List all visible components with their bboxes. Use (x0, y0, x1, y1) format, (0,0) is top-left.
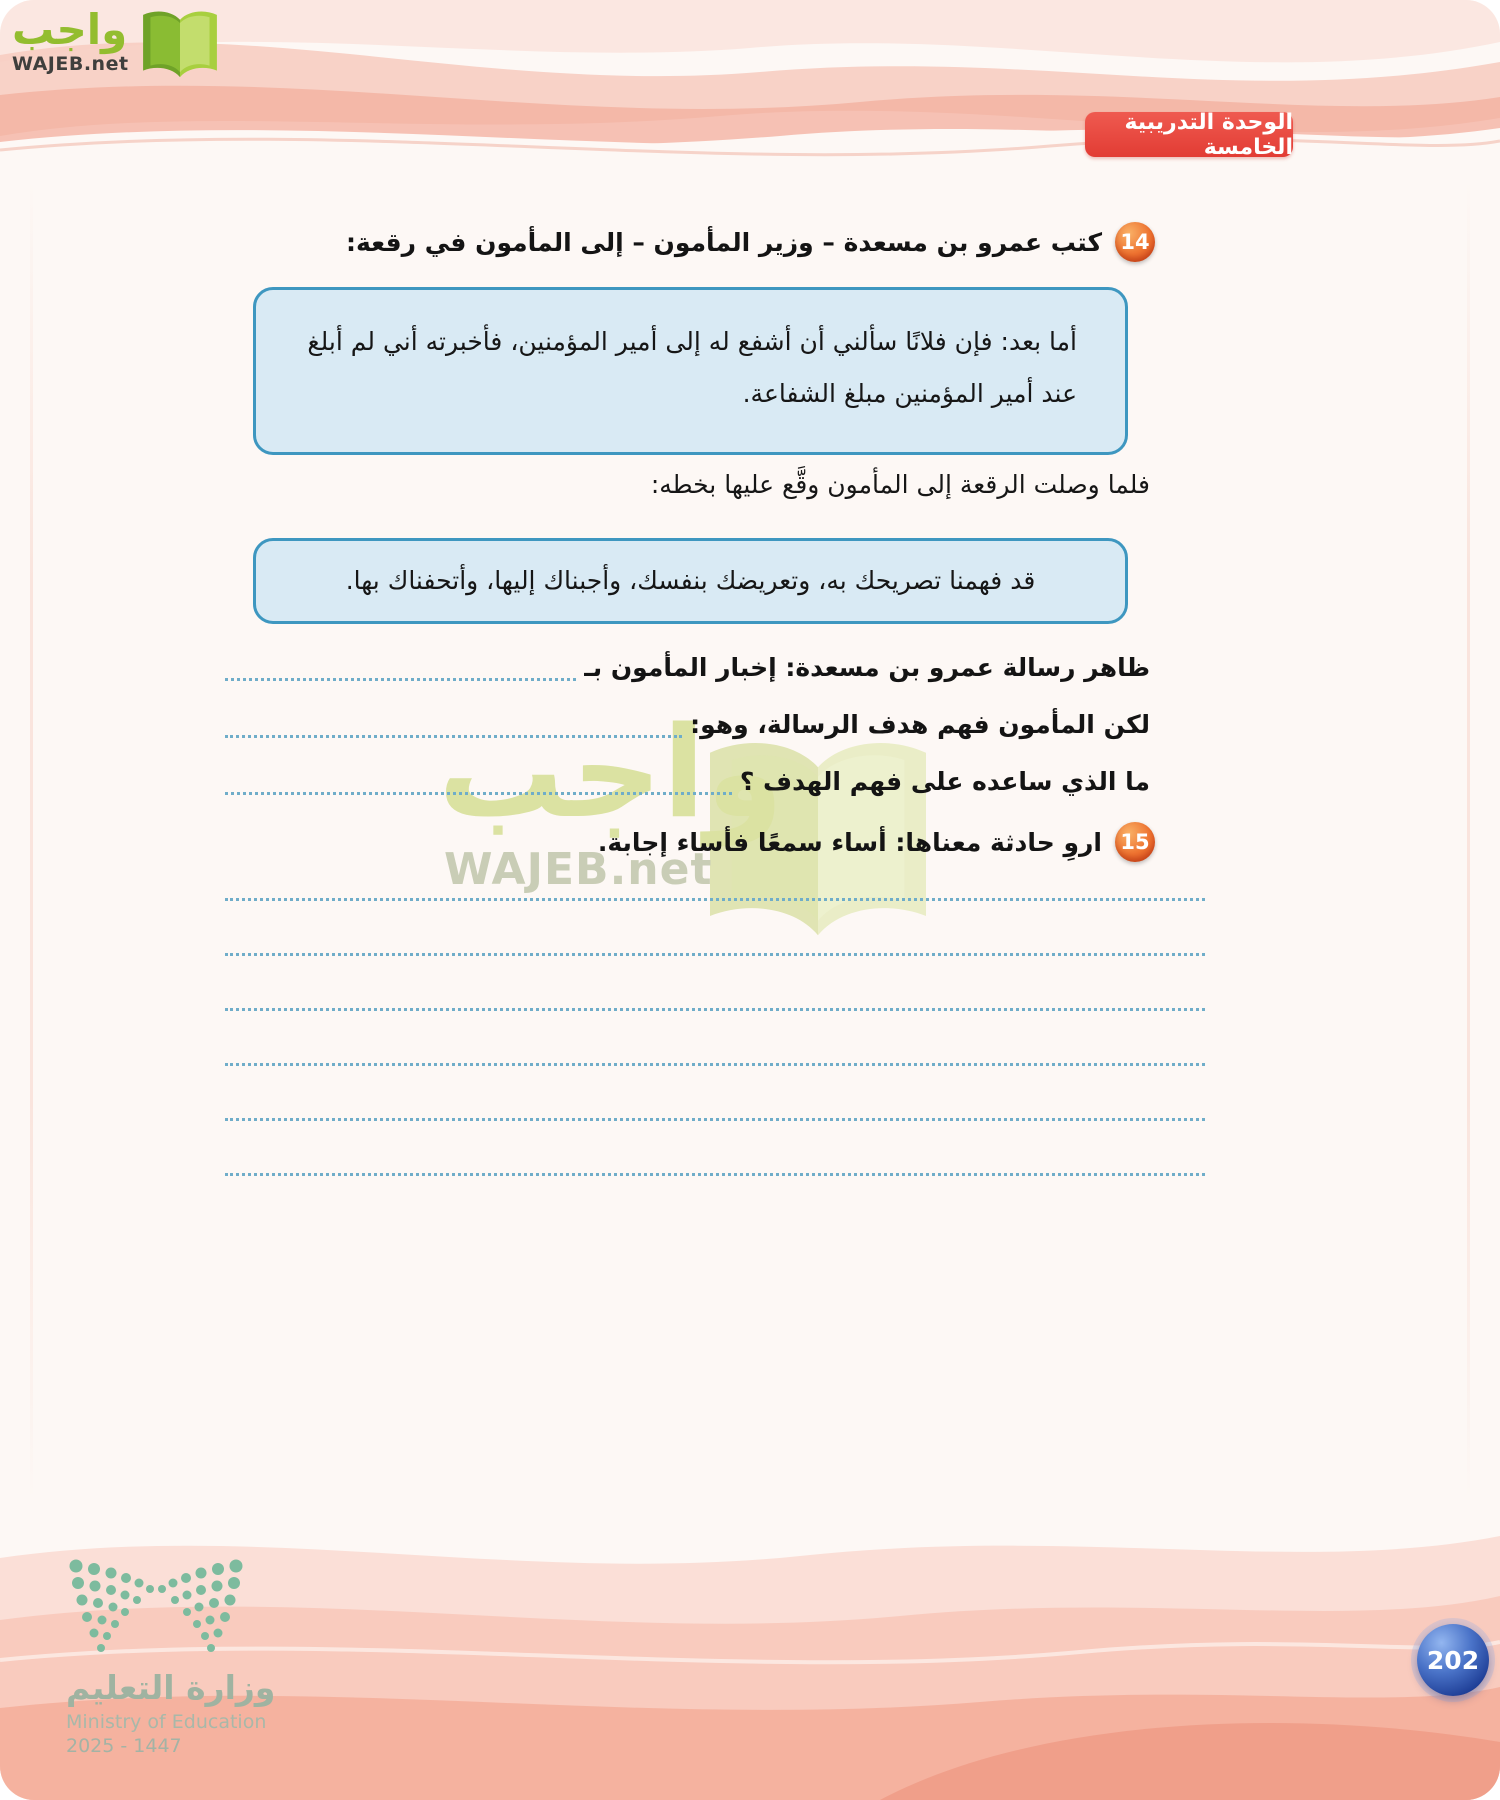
page-edge-right (1467, 180, 1470, 1500)
watermark-arabic: واجب (438, 699, 784, 846)
edition-years: 2025 - 1447 (66, 1735, 182, 1757)
unit-title-banner: الوحدة التدريبية الخامسة (1085, 112, 1293, 157)
answer-line (225, 1063, 1205, 1066)
answer-line (225, 898, 1205, 901)
answer-line (225, 953, 1205, 956)
page-number-badge: 202 (1417, 1624, 1489, 1696)
wajeb-logo (12, 5, 221, 84)
sub-question-3 (225, 756, 1150, 806)
sub-question-2 (225, 699, 1150, 749)
sub-question-2-answer-line (225, 735, 682, 738)
question-14 (346, 222, 1155, 262)
wajeb-logo-arabic: واجب (12, 5, 128, 54)
ministry-name-arabic: وزارة التعليم (66, 1668, 276, 1707)
narration-line: فلما وصلت الرقعة إلى المأمون وقَّع عليها بخطه: (650, 470, 1150, 499)
watermark-english: WAJEB.net (444, 844, 713, 895)
question-15-number-badge: 15 (1115, 822, 1155, 862)
quote-box-letter: أما بعد: فإن فلانًا سألني أن أشفع له إلى أمير المؤمنين، فأخبرته أني لم أبلغ عند أمير المؤمنين مبلغ الشفاعة. (253, 287, 1128, 455)
answer-line (225, 1118, 1205, 1121)
question-14-prompt: كتب عمرو بن مسعدة – وزير المأمون – إلى المأمون في رقعة: (346, 227, 1102, 257)
question-14-number-badge: 14 (1115, 222, 1155, 262)
sub-question-3-text: ما الذي ساعده على فهم الهدف ؟ (739, 767, 1150, 796)
ministry-logo-block (66, 1552, 275, 1757)
question-15 (598, 822, 1155, 862)
answer-line (225, 1008, 1205, 1011)
answer-line (225, 1173, 1205, 1176)
question-15-prompt: اروِ حادثة معناها: أساء سمعًا فأساء إجابة. (597, 827, 1102, 857)
open-book-icon (139, 8, 221, 84)
sub-question-1-text: ظاهر رسالة عمرو بن مسعدة: إخبار المأمون بـ (584, 653, 1150, 682)
ministry-dots-icon (66, 1552, 246, 1660)
ministry-name-english: Ministry of Education (66, 1711, 267, 1733)
sub-question-1-answer-line (225, 678, 576, 681)
wajeb-logo-english: WAJEB.net (12, 53, 129, 75)
sub-question-3-answer-line (225, 792, 732, 795)
sub-question-2-text: لكن المأمون فهم هدف الرسالة، وهو: (690, 710, 1150, 739)
quote-box-reply: قد فهمنا تصريحك به، وتعريضك بنفسك، وأجبناك إليها، وأتحفناك بها. (253, 538, 1128, 624)
page-edge-left (30, 180, 33, 1500)
sub-question-1 (225, 642, 1150, 692)
